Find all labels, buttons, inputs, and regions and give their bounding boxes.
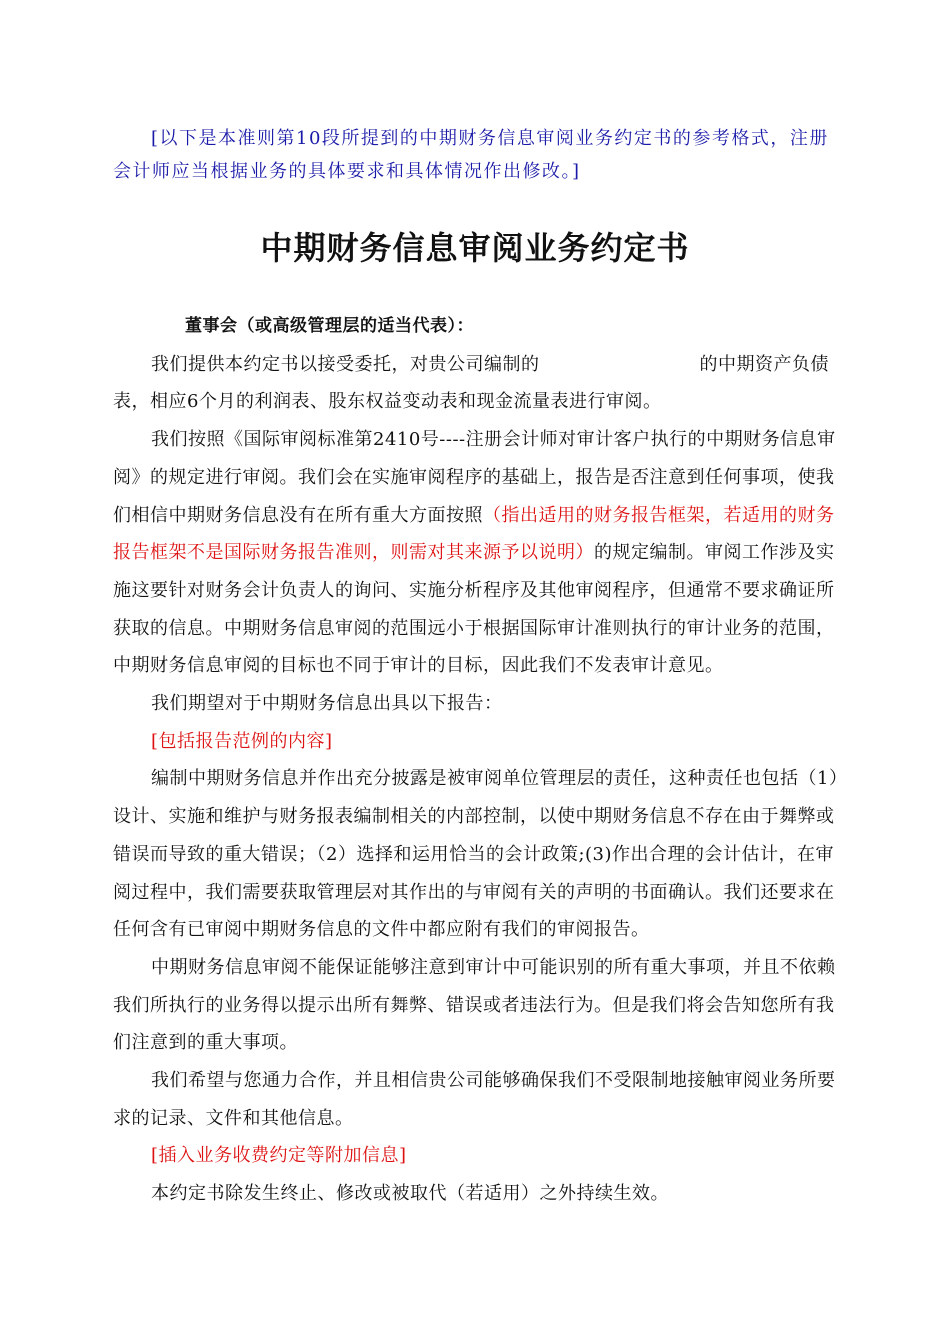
- paragraph-engagement-rest: 的中期资产负债表，相应6个月的利润表、股东权益变动表和现金流量表进行审阅。: [113, 353, 829, 413]
- paragraph-engagement-lead: 我们提供本约定书以接受委托，对贵公司编制的: [151, 353, 540, 375]
- paragraph-expected-report: 我们期望对于中期财务信息出具以下报告：: [151, 693, 503, 715]
- reference-format-note: [以下是本准则第10段所提到的中期财务信息审阅业务约定书的参考格式，注册会计师应当根据业务的具体要求和具体情况作出修改。]: [113, 128, 829, 182]
- paragraph-review-standard-rest: 的规定编制。审阅工作涉及实施这要针对财务会计负责人的询问、实施分析程序及其他审阅程序，但通常不要求确证所获取的信息。中期财务信息审阅的范围远小于根据国际审计准则执行的审计业务的范围，中期财务信息审阅的目标也不同于审计的目标，因此我们不发表审计意见。: [113, 542, 835, 677]
- report-example-placeholder: [包括报告范例的内容]: [151, 730, 333, 752]
- salutation: 董事会（或高级管理层的适当代表）：: [185, 316, 474, 336]
- document-body: [113, 308, 841, 1213]
- paragraph-engagement: [113, 346, 841, 421]
- framework-placeholder: （指出适用的财务报告框架，若适用的财务报告框架不是国际财务报告准则，则需对其来源予以说明）: [113, 504, 835, 564]
- paragraph-validity: 本约定书除发生终止、修改或被取代（若适用）之外持续生效。: [151, 1183, 669, 1205]
- paragraph-limitations: 中期财务信息审阅不能保证能够注意到审计中可能识别的所有重大事项，并且不依赖我们所执行的业务得以提示出所有舞弊、错误或者违法行为。但是我们将会告知您所有我们注意到的重大事项。: [113, 956, 836, 1054]
- paragraph-cooperation: 我们希望与您通力合作，并且相信贵公司能够确保我们不受限制地接触审阅业务所要求的记录、文件和其他信息。: [113, 1070, 836, 1129]
- document-title: 中期财务信息审阅业务约定书: [260, 229, 690, 267]
- fee-placeholder: [插入业务收费约定等附加信息]: [151, 1145, 407, 1167]
- paragraph-management-responsibility: 编制中期财务信息并作出充分披露是被审阅单位管理层的责任，这种责任也包括（1）设计、实施和维护与财务报表编制相关的内部控制，以使中期财务信息不存在由于舞弊或错误而导致的重大错误；（2）选择和运用恰当的会计政策;(3)作出合理的会计估计，在审阅过程中，我们需要获取管理层对其作出的与审阅有关的声明的书面确认。我们还要求在任何含有已审阅中期财务信息的文件中都应附有我们的审阅报告。: [113, 768, 839, 941]
- paragraph-review-standard-lead: 我们按照《国际审阅标准第2410号----注册会计师对审计客户执行的中期财务信息审阅》的规定进行审阅。我们会在实施审阅程序的基础上，报告是否注意到任何事项，使我们相信中期财务信息没有在所有重大方面按照: [113, 429, 836, 526]
- paragraph-review-standard: [113, 421, 841, 685]
